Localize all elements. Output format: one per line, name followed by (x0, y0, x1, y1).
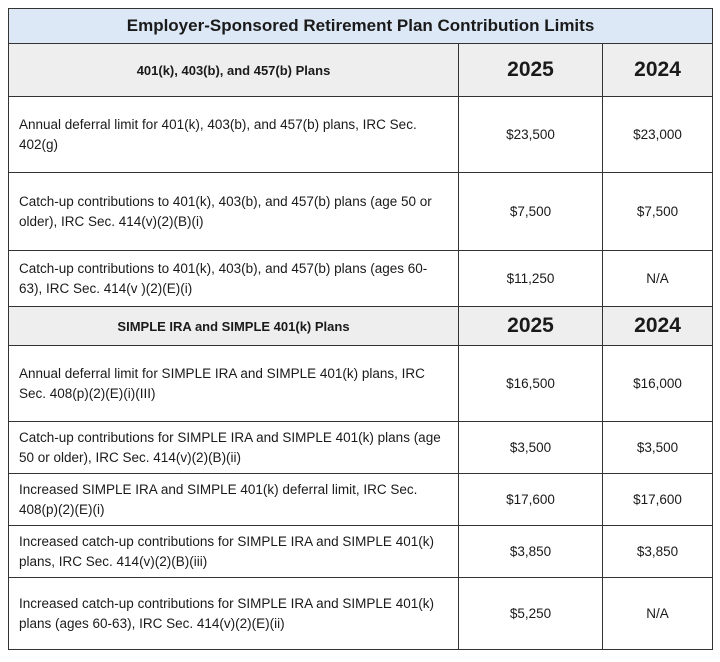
value-2025: $17,600 (459, 474, 603, 526)
year-header-2024: 2024 (603, 307, 713, 346)
section-header-401k (9, 44, 713, 97)
value-2024: $16,000 (603, 346, 713, 422)
value-2024: $23,000 (603, 97, 713, 173)
table-row (9, 526, 713, 578)
table-title: Employer-Sponsored Retirement Plan Contribution Limits (9, 9, 713, 44)
value-2024: N/A (603, 251, 713, 307)
row-description: Annual deferral limit for SIMPLE IRA and SIMPLE 401(k) plans, IRC Sec. 408(p)(2)(E)(i)(III) (9, 346, 459, 422)
table-row (9, 422, 713, 474)
year-header-2024: 2024 (603, 44, 713, 97)
value-2025: $23,500 (459, 97, 603, 173)
row-description: Catch-up contributions to 401(k), 403(b), and 457(b) plans (age 50 or older), IRC Sec. 414(v)(2)(B)(i) (9, 173, 459, 251)
table-row (9, 474, 713, 526)
value-2025: $7,500 (459, 173, 603, 251)
table-row (9, 173, 713, 251)
row-description: Annual deferral limit for 401(k), 403(b), and 457(b) plans, IRC Sec. 402(g) (9, 97, 459, 173)
table-row (9, 346, 713, 422)
section-label: SIMPLE IRA and SIMPLE 401(k) Plans (9, 307, 459, 346)
value-2024: $3,850 (603, 526, 713, 578)
table-row (9, 578, 713, 650)
value-2024: N/A (603, 578, 713, 650)
value-2025: $3,850 (459, 526, 603, 578)
value-2025: $11,250 (459, 251, 603, 307)
section-label: 401(k), 403(b), and 457(b) Plans (9, 44, 459, 97)
value-2024: $3,500 (603, 422, 713, 474)
contribution-limits-table (8, 8, 713, 650)
row-description: Increased catch-up contributions for SIMPLE IRA and SIMPLE 401(k) plans (ages 60-63), IRC Sec. 414(v)(2)(E)(ii) (9, 578, 459, 650)
year-header-2025: 2025 (459, 44, 603, 97)
value-2025: $5,250 (459, 578, 603, 650)
value-2025: $16,500 (459, 346, 603, 422)
section-header-simple (9, 307, 713, 346)
value-2025: $3,500 (459, 422, 603, 474)
table-row (9, 97, 713, 173)
row-description: Catch-up contributions to 401(k), 403(b), and 457(b) plans (ages 60-63), IRC Sec. 414(v )(2)(E)(i) (9, 251, 459, 307)
table-row (9, 251, 713, 307)
year-header-2025: 2025 (459, 307, 603, 346)
row-description: Catch-up contributions for SIMPLE IRA and SIMPLE 401(k) plans (age 50 or older), IRC Sec. 414(v)(2)(B)(ii) (9, 422, 459, 474)
contribution-limits-document (8, 8, 712, 650)
row-description: Increased catch-up contributions for SIMPLE IRA and SIMPLE 401(k) plans, IRC Sec. 414(v)(2)(B)(iii) (9, 526, 459, 578)
value-2024: $17,600 (603, 474, 713, 526)
row-description: Increased SIMPLE IRA and SIMPLE 401(k) deferral limit, IRC Sec. 408(p)(2)(E)(i) (9, 474, 459, 526)
value-2024: $7,500 (603, 173, 713, 251)
